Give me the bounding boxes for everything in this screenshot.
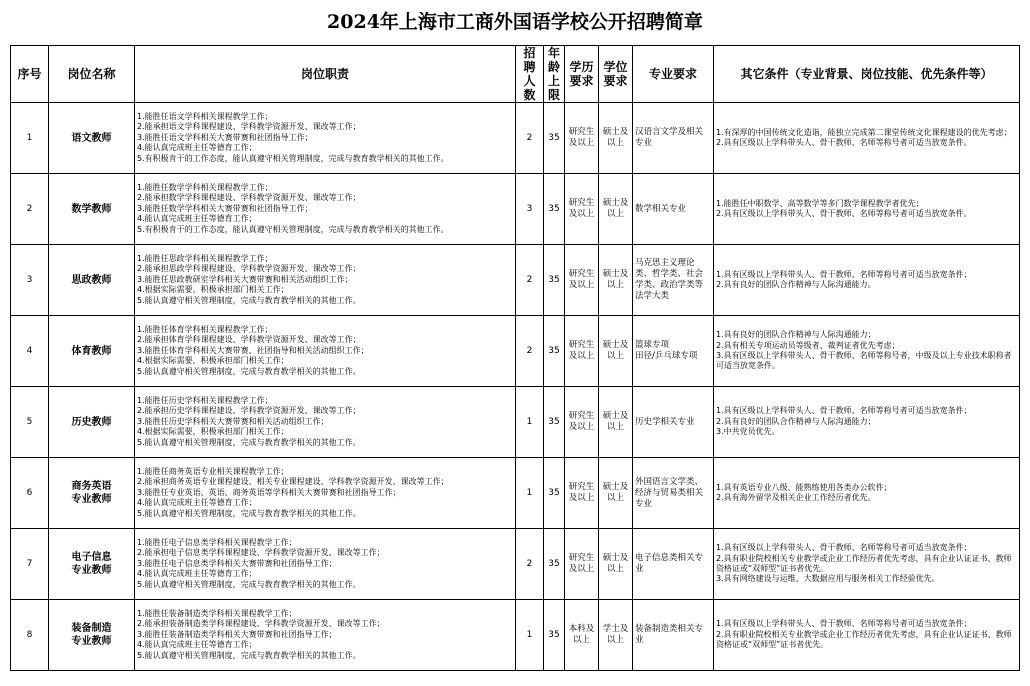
row-count: 1 [516,458,544,529]
condition-line: 3.中共党员优先。 [716,427,780,437]
duty-line: 5.能认真遵守相关管理制度，完成与教育教学相关的其他工作。 [137,650,361,660]
condition-line: 1.能胜任中职数学、高等数学等多门数学课程教学者优先； [716,198,924,208]
table-row [11,387,1020,458]
duty-line: 3.能胜任历史学科相关大赛带赛和相关活动组织工作； [137,416,329,426]
recruitment-table [10,45,1020,671]
row-count: 1 [516,387,544,458]
row-duties [135,387,516,458]
row-education: 本科及以上 [565,600,599,671]
row-degree: 硕士及以上 [599,529,633,600]
condition-line: 2.具有良好的团队合作精神与人际沟通能力。 [716,280,876,289]
table-row [11,174,1020,245]
duty-line: 2.能承担体育学科课程建设、学科教学资源开发、课改等工作； [137,335,361,345]
duty-line: 2.能承担历史学科课程建设、学科教学资源开发、课改等工作； [137,406,361,416]
duty-line: 1.能胜任体育学科相关课程教学工作； [137,324,273,334]
duty-line: 2.能承担电子信息类学科课程建设、学科教学资源开发、课改等工作； [137,548,385,558]
header-major: 专业要求 [633,46,714,103]
table-row [11,458,1020,529]
duty-line: 5.能认真遵守相关管理制度，完成与教育教学相关的其他工作。 [137,579,361,589]
row-age: 35 [544,103,565,174]
duty-line: 1.能胜任语文学科相关课程教学工作； [137,111,273,121]
row-count: 3 [516,174,544,245]
header-age: 年龄上限 [544,46,565,103]
condition-line: 2.具有职业院校相关专业教学或企业工作经历者优先考虑，具有企业认证证书、教师资格证或“双师型”证书者优先。 [716,629,1012,650]
row-other [714,458,1020,529]
row-age: 35 [544,458,565,529]
row-position: 电子信息 专业教师 [49,529,135,600]
row-major: 电子信息类相关专业 [633,529,714,600]
duty-line: 2.能承担语文学科课程建设、学科教学资源开发、课改等工作； [137,122,361,132]
row-count: 2 [516,529,544,600]
condition-line: 3.具有网络建设与运维、大数据应用与服务相关工作经验优先。 [716,574,940,584]
row-other [714,529,1020,600]
duty-line: 4.能认真完成班主任等德育工作； [137,143,257,153]
row-education: 研究生及以上 [565,103,599,174]
row-education: 研究生及以上 [565,529,599,600]
page-title: 2024年上海市工商外国语学校公开招聘简章 [327,11,703,33]
condition-line: 1.具有区级以上学科带头人、骨干教师、名师等称号者可适当放宽条件； [716,406,972,416]
row-other [714,316,1020,387]
duty-line: 4.能认真完成班主任等德育工作； [137,640,257,650]
duty-line: 4.根据实际需要，积极承担部门相关工作； [137,285,289,295]
row-duties [135,458,516,529]
duty-line: 3.能胜任数学学科相关大赛带赛和社团指导工作； [137,203,313,213]
table-row [11,245,1020,316]
row-duties [135,316,516,387]
condition-line: 1.具有英语专业八级、能熟练使用各类办公软件； [716,482,892,492]
row-other [714,600,1020,671]
condition-line: 2.具有区级以上学科带头人、骨干教师、名师等称号者可适当放宽条件。 [716,138,972,147]
condition-line: 1.具有区级以上学科带头人、骨干教师、名师等称号者可适当放宽条件； [716,543,972,553]
row-age: 35 [544,387,565,458]
row-degree: 硕士及以上 [599,387,633,458]
row-major: 外国语言文学类、经济与贸易类相关专业 [633,458,714,529]
row-education: 研究生及以上 [565,174,599,245]
duty-line: 2.能承担数学学科课程建设、学科教学资源开发、课改等工作； [137,193,361,203]
condition-line: 2.具有相关专项运动员等级者、裁判证者优先考虑； [716,340,900,350]
row-count: 2 [516,316,544,387]
row-index: 6 [11,458,49,529]
header-degree: 学位要求 [599,46,633,103]
row-degree: 学士及以上 [599,600,633,671]
row-position: 商务英语 专业教师 [49,458,135,529]
row-position: 装备制造 专业教师 [49,600,135,671]
row-age: 35 [544,245,565,316]
row-duties [135,529,516,600]
row-education: 研究生及以上 [565,458,599,529]
duty-line: 5.有积极肯干的工作态度，能认真遵守相关管理制度，完成与教育教学相关的其他工作。 [137,153,449,163]
table-row [11,529,1020,600]
row-duties [135,174,516,245]
condition-line: 3.具有区级以上学科带头人、骨干教师、名师等称号者，中级及以上专业技术职称者可适当放宽条件。 [716,351,1012,371]
duty-line: 3.能胜任体育学科相关大赛带赛、社团指导和相关活动组织工作； [137,345,369,355]
row-index: 1 [11,103,49,174]
condition-line: 2.具有良好的团队合作精神与人际沟通能力； [716,416,876,426]
row-position: 体育教师 [49,316,135,387]
header-position: 岗位名称 [49,46,135,103]
duty-line: 4.能认真完成班主任等德育工作； [137,214,257,224]
row-index: 2 [11,174,49,245]
header-education: 学历要求 [565,46,599,103]
row-major: 马克思主义理论类、哲学类、社会学类、政治学类等法学大类 [633,245,714,316]
duty-line: 1.能胜任数学学科相关课程教学工作； [137,182,273,192]
row-degree: 硕士及以上 [599,458,633,529]
row-other [714,245,1020,316]
row-duties [135,245,516,316]
row-major: 数学相关专业 [633,174,714,245]
row-major: 汉语言文学及相关专业 [633,103,714,174]
duty-line: 3.能胜任专业英语、英语、商务英语等学科相关大赛带赛和社团指导工作； [137,487,401,497]
row-position: 数学教师 [49,174,135,245]
row-duties [135,600,516,671]
row-count: 2 [516,245,544,316]
duty-line: 3.能胜任思政教研室学科相关大赛带赛和相关活动组织工作； [137,274,353,284]
duty-line: 4.根据实际需要，积极承担部门相关工作； [137,356,289,366]
duty-line: 5.能认真遵守相关管理制度，完成与教育教学相关的其他工作。 [137,295,361,305]
duty-line: 5.能认真遵守相关管理制度，完成与教育教学相关的其他工作。 [137,366,361,376]
row-position: 思政教师 [49,245,135,316]
row-education: 研究生及以上 [565,316,599,387]
row-degree: 硕士及以上 [599,174,633,245]
row-count: 2 [516,103,544,174]
row-count: 1 [516,600,544,671]
duty-line: 4.能认真完成班主任等德育工作； [137,498,257,508]
row-index: 5 [11,387,49,458]
duty-line: 1.能胜任商务英语专业相关课程教学工作； [137,466,289,476]
condition-line: 1.具有区级以上学科带头人、骨干教师、名师等称号者可适当放宽条件； [716,619,972,629]
row-age: 35 [544,529,565,600]
header-duties: 岗位职责 [135,46,516,103]
header-index: 序号 [11,46,49,103]
duty-line: 4.能认真完成班主任等德育工作； [137,569,257,579]
condition-line: 2.具有职业院校相关专业教学或企业工作经历者优先考虑，具有企业认证证书、教师资格证或“双师型”证书者优先。 [716,553,1012,573]
table-row [11,600,1020,671]
duty-line: 5.能认真遵守相关管理制度，完成与教育教学相关的其他工作。 [137,437,361,447]
row-other [714,103,1020,174]
row-degree: 硕士及以上 [599,316,633,387]
row-degree: 硕士及以上 [599,103,633,174]
duty-line: 3.能胜任语文学科相关大赛带赛和社团指导工作； [137,132,313,142]
row-index: 4 [11,316,49,387]
duty-line: 1.能胜任历史学科相关课程教学工作； [137,395,273,405]
duty-line: 5.能认真遵守相关管理制度，完成与教育教学相关的其他工作。 [137,508,361,518]
duty-line: 2.能承担商务英语专业课程建设、相关专业课程建设、学科教学资源开发、课改等工作； [137,477,449,487]
duty-line: 2.能承担装备制造类学科课程建设、学科教学资源开发、课改等工作； [137,619,385,629]
row-duties [135,103,516,174]
row-position: 历史教师 [49,387,135,458]
row-index: 8 [11,600,49,671]
row-index: 7 [11,529,49,600]
header-count: 招聘人数 [516,46,544,103]
table-row [11,316,1020,387]
row-degree: 硕士及以上 [599,245,633,316]
duty-line: 3.能胜任装备制造类学科相关大赛带赛和社团指导工作； [137,629,337,639]
duty-line: 1.能胜任电子信息类学科相关课程教学工作； [137,537,297,547]
duty-line: 4.根据实际需要，积极承担部门相关工作； [137,427,289,437]
row-major: 历史学相关专业 [633,387,714,458]
row-major: 篮球专项 田径/乒乓球专项 [633,316,714,387]
duty-line: 5.有积极肯干的工作态度，能认真遵守相关管理制度，完成与教育教学相关的其他工作。 [137,224,449,234]
duty-line: 2.能承担思政学科课程建设、学科教学资源开发、课改等工作； [137,264,361,274]
row-position: 语文教师 [49,103,135,174]
row-education: 研究生及以上 [565,245,599,316]
row-age: 35 [544,174,565,245]
row-major: 装备制造类相关专业 [633,600,714,671]
row-index: 3 [11,245,49,316]
header-row [11,46,1020,103]
row-age: 35 [544,600,565,671]
duty-line: 1.能胜任装备制造类学科相关课程教学工作； [137,608,297,618]
row-other [714,174,1020,245]
row-education: 研究生及以上 [565,387,599,458]
condition-line: 1.有深厚的中国传统文化造诣，能独立完成第二课堂传统文化课程建设的优先考虑； [716,127,1012,137]
table-row [11,103,1020,174]
row-other [714,387,1020,458]
condition-line: 1.具有良好的团队合作精神与人际沟通能力； [716,330,876,340]
condition-line: 1.具有区级以上学科带头人、骨干教师、名师等称号者可适当放宽条件； [716,269,972,279]
row-age: 35 [544,316,565,387]
condition-line: 2.具有区级以上学科带头人、骨干教师、名师等称号者可适当放宽条件。 [716,209,972,218]
header-other: 其它条件（专业背景、岗位技能、优先条件等） [714,46,1020,103]
duty-line: 1.能胜任思政学科相关课程教学工作； [137,253,273,263]
condition-line: 2.具有海外留学及相关企业工作经历者优先。 [716,493,876,502]
duty-line: 3.能胜任电子信息类学科相关大赛带赛和社团指导工作； [137,558,337,568]
